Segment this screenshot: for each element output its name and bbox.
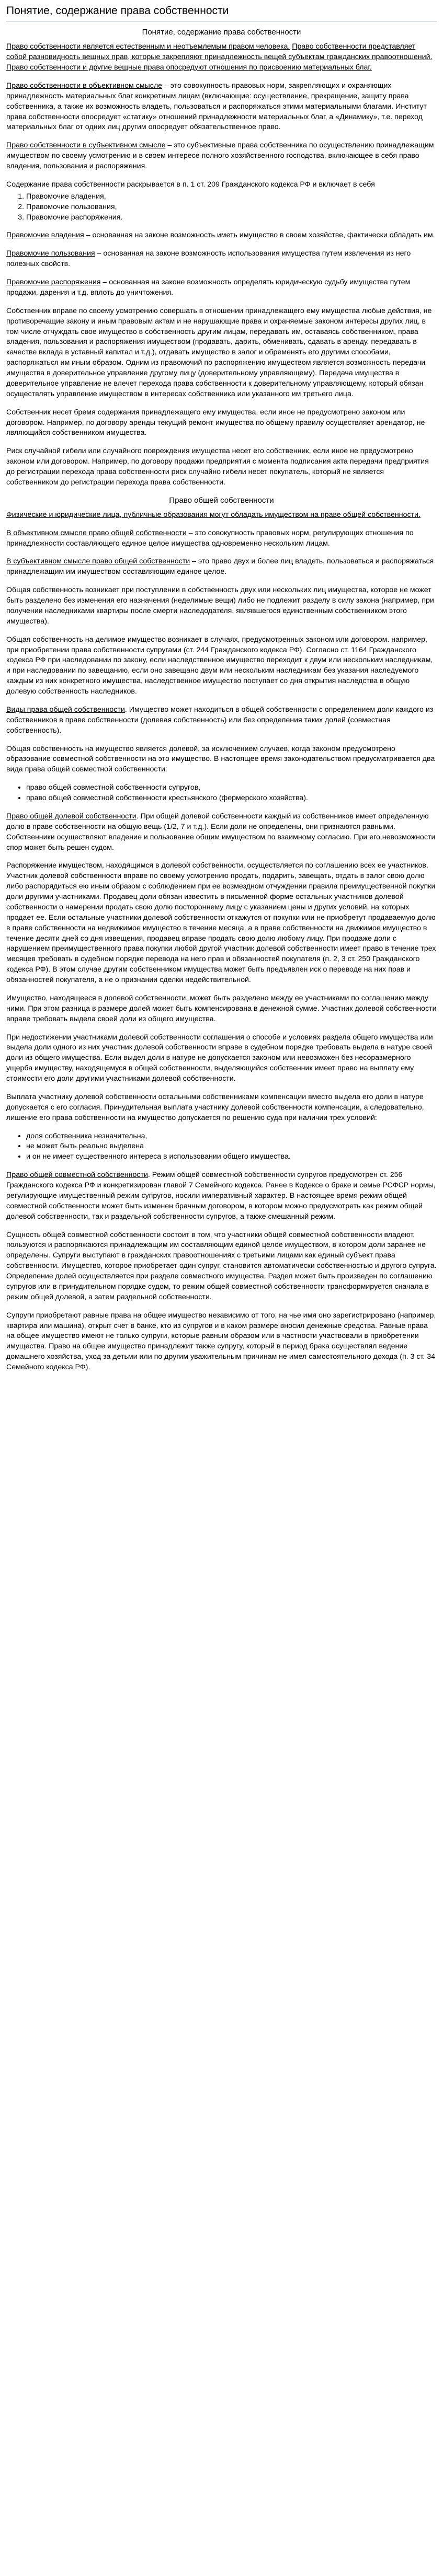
- joint-ownership-type: • право общей совместной собственности супругов,: [26, 783, 437, 793]
- text-run: Собственник несет бремя содержания принадлежащего ему имущества, если иное не предусмотрено законом или договором. Например, по договору аренды текущий ремонт имущества по общему правилу осуществляет арендатор, не являющийся собственником имущества.: [6, 408, 425, 437]
- underlined-text: В субъективном смысле право общей собственности: [6, 557, 190, 566]
- paragraph-group: [6, 585, 437, 775]
- paragraph: [6, 528, 437, 549]
- underlined-text: Право собственности в субъективном смысле: [6, 141, 166, 150]
- paragraph: [6, 446, 437, 488]
- section-heading-common-ownership: Право общей собственности: [169, 495, 274, 505]
- text-run: – это совокупность правовых норм, закрепляющих и охраняющих принадлежность материальных благ конкретным лицам (включающие: осуществление, прекращение, защиту права собственника, а также их возможность владеть, пользоваться и распоряжаться этими материальными благами. Институт права собственности опосредует «статику» отношений принадлежности материальных благ, а «Динамику», т.е. переход материальных благ от одних лиц другим опосредует обязательственное право.: [6, 81, 427, 132]
- underlined-text: Право общей совместной собственности: [6, 1171, 148, 1180]
- underlined-text: Правомочие распоряжения: [6, 278, 101, 286]
- paragraph: [6, 1230, 437, 1303]
- section-heading-concept: Понятие, содержание права собственности: [142, 28, 301, 37]
- text-run: – основанная на законе возможность определять юридическую судьбу имущества путем продажи, дарения и т.д. вплоть до уничтожения.: [6, 278, 411, 297]
- paragraph: [6, 230, 437, 241]
- paragraph: [6, 249, 437, 270]
- paragraph: [6, 42, 437, 73]
- underlined-text: Право собственности представляет собой разновидность вещных прав, которые закрепляют принадлежность вещей субъектам гражданских правоотношений. Право собственности и другие вещные права опосредуют отношения по присвоению материальных благ.: [6, 42, 433, 72]
- content-intro-text: Содержание права собственности раскрывается в п. 1 ст. 209 Гражданского кодекса РФ и включает в себя: [6, 180, 375, 189]
- underlined-text: Право собственности является естественным и неотъемлемым правом человека.: [6, 42, 290, 51]
- underlined-text: Правомочие владения: [6, 231, 84, 240]
- paragraph: [6, 1033, 437, 1084]
- joint-ownership-types-list: [6, 783, 437, 804]
- text-run: Общая собственность на делимое имущество возникает в случаях, предусмотренных законом или договором. например, при приобретении права собственности супругами (ст. 244 Гражданского кодекса РФ). Согласно ст. 1164 Гражданского кодекса РФ при наследовании по закону, если наследственное имущество переходит к двум или нескольким наследникам, и при наследовании по завещанию, если оно завещано двум или нескольким наследникам без указания наследуемого каждым из них конкретного имущества, наследственное имущество поступает со дня открытия наследства в общую долевую собственность наследников.: [6, 635, 433, 696]
- paragraph-group: [6, 510, 437, 577]
- joint-ownership-type: • право общей совместной собственности крестьянского (фермерского хозяйства).: [26, 793, 437, 804]
- paragraph: [6, 861, 437, 986]
- powers-list-item: 2. Правомочие пользования,: [26, 202, 437, 213]
- underlined-text: Правомочие пользования: [6, 249, 95, 258]
- compensation-condition: • доля собственника незначительна,: [26, 1131, 437, 1142]
- paragraph-group: [6, 230, 437, 488]
- text-run: – это совокупность правовых норм, регулирующих отношения по принадлежности составляющего единое целое имущества одновременно нескольким лицам.: [6, 528, 414, 548]
- paragraph: [6, 557, 437, 577]
- text-run: Собственник вправе по своему усмотрению совершать в отношении принадлежащего ему имущества любые действия, не противоречащие закону и иным правовым актам и не нарушающие права и охраняемые законом интересы других лиц, в том числе отчуждать свое имущество в собственность другим лицам, передавать им, оставаясь собственником, права владения, пользования и распоряжения имуществом (продавать, дарить, обменивать, сдавать в аренду, передавать в качестве вклада в уставный капитал и т.д.), отдавать имущество в залог и обременять его другими способами, распоряжаться им иным образом. Одним из правомочий по распоряжению имуществом является возможность передачи имущества в доверительное управление другому лицу (доверительному управляющему). Передача имущества в доверительное управление не влечет перехода права собственности к доверительному управляющему, который обязан осуществлять управление имуществом в интересах собственника или указанного им третьего лица.: [6, 306, 432, 398]
- text-run: Распоряжение имуществом, находящимся в долевой собственности, осуществляется по соглашению всех ее участников. Участник долевой собственности вправе по своему усмотрению продать, подарить, завещать, отдать в залог свою долю либо распорядиться ею иным образом с соблюдением при ее возмездном отчуждении правила преимущественной покупки доли другими участниками. Продавец доли обязан известить в письменной форме остальных участников долевой собственности о намерении продать свою долю постороннему лицу с указанием цены и других условий, на которых продает ее. Если остальные участники долевой собственности откажутся от покупки или не приобретут продаваемую долю в праве собственности на недвижимое имущество в течение месяца, а в праве собственности на движимое имущество в течение десяти дней со дня извещения, продавец вправе продать свою долю любому лицу. При продаже доли с нарушением преимущественного права покупки любой другой участник долевой собственности имеет право в течение трех месяцев требовать в судебном порядке перевода на него прав и обязанностей покупателя (п. 2, 3 ст. 250 Гражданского кодекса РФ). В этом случае другим собственником имущества может быть предъявлен иск о переводе на них прав и обязанностей покупателя, а не о признании сделки недействительной.: [6, 861, 436, 984]
- powers-list-item: 1. Правомочие владения,: [26, 192, 437, 202]
- text-run: Риск случайной гибели или случайного повреждения имущества несет его собственник, если иное не предусмотрено законом или договором. Например, по договору продажи предприятия с момента подписания акта передачи предприятия до регистрации перехода права собственности риск случайно гибели несет покупатель, который не является собственником до регистрации перехода права собственности.: [6, 447, 429, 487]
- text-run: . Имущество может находиться в общей собственности с определением доли каждого из собственников в праве собственности (долевая собственность) или без определения таких долей (совместная собственность).: [6, 705, 434, 735]
- compensation-conditions-list: [6, 1131, 437, 1163]
- underlined-text: Физические и юридические лица, публичные образования могут обладать имуществом на праве общей собственности.: [6, 510, 421, 519]
- paragraph-group: [6, 812, 437, 1124]
- paragraph: [6, 585, 437, 627]
- powers-list: [6, 192, 437, 223]
- paragraph: [6, 81, 437, 133]
- paragraph-group: [6, 42, 437, 172]
- paragraph: [6, 1170, 437, 1222]
- text-run: . Режим общей совместной собственности супругов предусмотрен ст. 256 Гражданского кодекса РФ и конкретизирован главой 7 Семейного кодекса. Ранее в Кодексе о браке и семье РСФСР нормы, регулирующие имущественный режим супругов, носили императивный характер. В настоящее время режим общей совместной собственности может быть изменен брачным договором, в котором можно предусмотреть как режим общей долевой собственности, так и раздельной собственности супругов, а также смешанный режим.: [6, 1171, 436, 1221]
- text-run: – это право двух и более лиц владеть, пользоваться и распоряжаться принадлежащим им имуществом составляющим единое целое.: [6, 557, 434, 576]
- text-run: При недостижении участниками долевой собственности соглашения о способе и условиях раздела общего имущества или выдела доли одного из них участник долевой собственности вправе в судебном порядке требовать выдела в натуре своей доли из общего имущества. Если выдел доли в натуре не допускается законом или невозможен без несоразмерного ущерба имуществу, находящемуся в общей собственности, выделяющийся собственник имеет право на выплату ему стоимости его доли другими участниками долевой собственности.: [6, 1033, 433, 1083]
- paragraph: [6, 278, 437, 298]
- text-run: Супруги приобретают равные права на общее имущество независимо от того, на чье имя оно зарегистрировано (например, квартира или машина), открыт счет в банке, кто из супругов и в каком размере вносил денежные средства. Равные права на общее имущество имеют не только супруги, которые равным образом или в частности участвовали в приобретении имущества. Право на общее имущество принадлежит также супругу, который в период брака осуществлял ведение домашнего хозяйства, уход за детьми или по другим уважительным причинам не имел самостоятельного дохода (п. 3 ст. 34 Семейного кодекса РФ).: [6, 1311, 436, 1371]
- underlined-text: Право собственности в объективном смысле: [6, 81, 163, 90]
- paragraph: [6, 705, 437, 736]
- paragraph: [6, 510, 437, 521]
- paragraph: [6, 1311, 437, 1373]
- paragraph-group: [6, 1170, 437, 1373]
- underlined-text: Право общей долевой собственности: [6, 812, 137, 821]
- powers-list-item: 3. Правомочие распоряжения.: [26, 213, 437, 223]
- text-run: Сущность общей совместной собственности состоит в том, что участники общей совместной собственности владеют, пользуются и распоряжаются принадлежащим им составляющим единой целое имуществом, в котором доли заранее не определены. Супруги выступают в гражданских правоотношениях с третьими лицами как единый субъект права собственности. Имущество, которое приобретает один супруг, становится автоматически собственностью и другого супруга. Определение долей осуществляется при разделе совместного имущества. Раздел может быть произведен по соглашению супругов или в принудительном порядке судом, то режим общей совместной собственности трансформируется сначала в режим общей долевой, а затем раздельной собственности.: [6, 1230, 437, 1301]
- text-run: Общая собственность возникает при поступлении в собственность двух или нескольких лиц имущества, которое не может быть разделено без изменения его назначения (неделимые вещи) либо не подлежит разделу в силу закона (например, при получении наследниками квартиры после смерти наследодателя, являвшегося единственным собственником этого имущества).: [6, 586, 434, 626]
- paragraph: [6, 408, 437, 439]
- page-title: Понятие, содержание права собственности: [6, 4, 437, 21]
- text-run: – это субъективные права собственника по осуществлению принадлежащим имуществом по своему усмотрению и в своем интересе полного хозяйственного господства, включающее в себя право владения, пользования и распоряжения.: [6, 141, 434, 170]
- paragraph: [6, 1092, 437, 1124]
- underlined-text: Виды права общей собственности: [6, 705, 125, 714]
- paragraph: [6, 994, 437, 1025]
- text-run: – основанная на законе возможность использования имущества путем извлечения из него полезных свойств.: [6, 249, 411, 269]
- text-run: Имущество, находящееся в долевой собственности, может быть разделено между ее участниками по соглашению между ними. При этом разница в размере долей может быть компенсирована в денежной сумме. Участник долевой собственности вправе требовать выдела своей доли из общего имущества.: [6, 994, 437, 1023]
- paragraph: [6, 744, 437, 776]
- paragraph: [6, 635, 437, 697]
- underlined-text: В объективном смысле право общей собственности: [6, 528, 187, 537]
- text-run: Выплата участнику долевой собственности остальными собственниками компенсации вместо выдела его доли в натуре допускается с его согласия. Принудительная выплата участнику долевой собственности компенсации, а следовательно, лишение его права собственности на имущество допускается по решению суда при наличии трех условий:: [6, 1092, 424, 1122]
- compensation-condition: • и он не имеет существенного интереса в использовании общего имущества.: [26, 1152, 437, 1162]
- text-run: . При общей долевой собственности каждый из собственников имеет определенную долю в праве собственности на общую вещь (1/2, 7 и т.д.). Если доли не определены, они признаются равными. Собственники осуществляют владение и пользование общим имуществом по взаимному согласию. При его невозможности спор может быть решен судом.: [6, 812, 436, 852]
- paragraph: [6, 141, 437, 172]
- paragraph: [6, 812, 437, 853]
- text-run: – основанная на законе возможность иметь имущество в своем хозяйстве, фактически обладать им.: [84, 231, 435, 240]
- compensation-condition: • не может быть реально выделена: [26, 1141, 437, 1152]
- text-run: Общая собственность на имущество является долевой, за исключением случаев, когда законом предусмотрено образование совместной собственности на это имущество. В настоящее время законодательством предусматривается два вида права общей совместной собственности:: [6, 744, 435, 774]
- paragraph: [6, 306, 437, 400]
